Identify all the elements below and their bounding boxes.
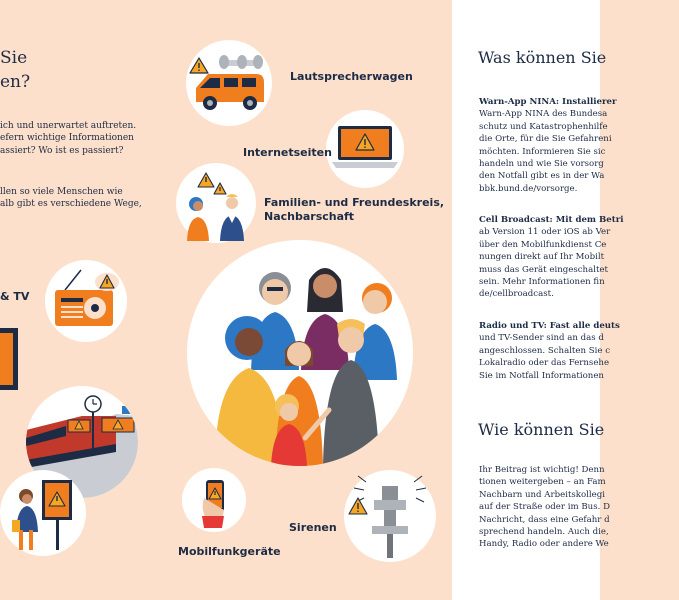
radio-tv-paragraph: Radio und TV: Fast alle deuts und TV-Sender sind an das d angeschlossen. Schalten Sie c Lokalradio oder das Fernsehe Sie im Notfall Informationen [479,321,620,381]
loudspeaker-van-label: Lautsprecherwagen [290,70,413,83]
people-group-illustration [187,240,413,466]
loudspeaker-van-illustration [186,40,272,126]
cell-broadcast-paragraph: Cell Broadcast: Mit dem Betri ab Version 11 oder iOS ab Ver über den Mobilfunkdienst Ce nungen direkt auf Ihr Mobilt muss das Gerät eingeschaltet sein. Mehr Informationen fin de/cellbroadcast. [479,215,624,300]
laptop-illustration [326,110,404,188]
info-board-illustration [0,470,86,556]
family-friends-illustration [176,163,256,243]
sirens-label: Sirenen [289,521,337,534]
warn-app-paragraph: Warn-App NINA: Installierer Warn-App NINA des Bundesa schutz und Katastrophenhilfe die Orte, für die Sie Gefahreni möchten. Informieren Sie sic handeln und wie Sie vorsorg den Notfall gibt es in der Wa bbk.bund.de/vorsorge. [479,97,617,194]
section-title-what: Was können Sie [478,48,607,67]
text-panel [452,0,624,600]
channels-paragraph-fragment: llen so viele Menschen wie alb gibt es verschiedene Wege, [0,187,142,210]
mobile-devices-label: Mobilfunkgeräte [178,545,281,558]
section-title-how: Wie können Sie [478,420,605,439]
contribution-paragraph: Ihr Beitrag ist wichtig! Denn tionen weitergeben – an Fam Nachbarn und Arbeitskollegi auf der Straße oder im Bus. D Nachricht, dass eine Gefahr d sprechend handeln. Auch die, Handy, Radio oder andere We [479,465,610,550]
heading-fragment: Sie en? [0,48,31,92]
mobile-phone-illustration [182,468,246,532]
tv-illustration [0,328,18,390]
intro-paragraph-fragment: ich und unerwartet auftreten. efern wichtige Informationen assiert? Wo ist es passiert? [0,121,137,156]
radio-illustration [45,260,127,342]
radio-tv-label-fragment: & TV [0,290,30,303]
internet-websites-label: Internetseiten [243,146,332,159]
siren-illustration [344,470,436,562]
family-friends-label: Familien- und Freundeskreis, Nachbarschaft [264,196,445,223]
